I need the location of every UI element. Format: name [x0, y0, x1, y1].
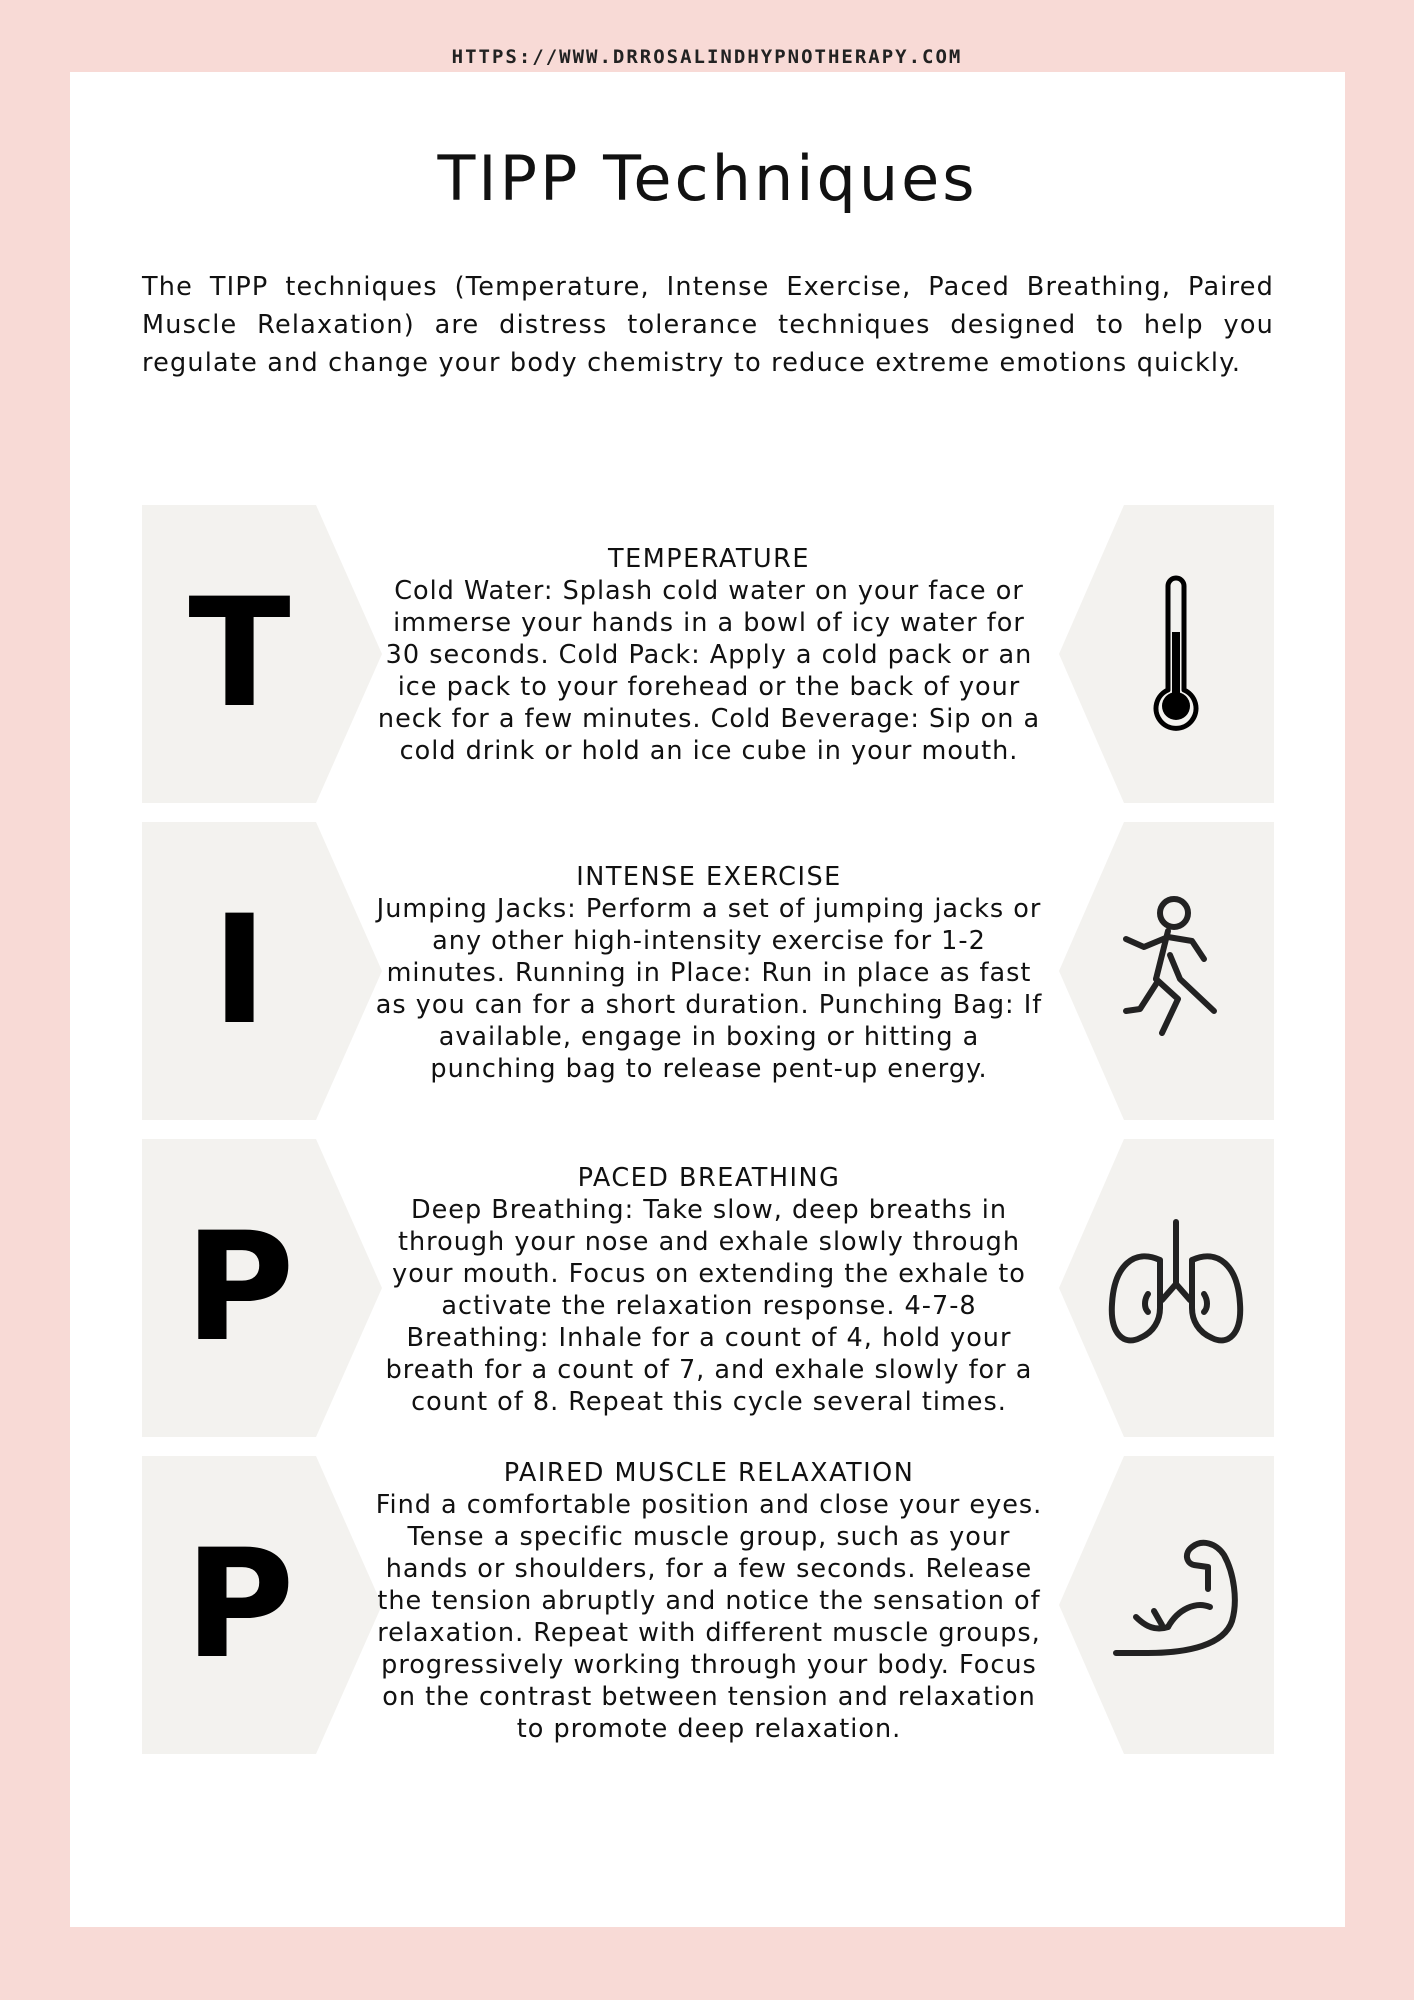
section-heading: PAIRED MUSCLE RELAXATION: [503, 1458, 915, 1488]
page-title: TIPP Techniques: [437, 142, 978, 215]
section-description: Jumping Jacks: Perform a set of jumping jacks or any other high-intensity exercise for 1-2 minutes. Running in Place: Run in place as fast as you can for a short duration. Punching Bag: If available, engage in boxing or hitting a punching bag to release pent-up energy.: [375, 894, 1043, 1084]
section-heading: PACED BREATHING: [577, 1163, 841, 1193]
worksheet-page: [70, 72, 1345, 1927]
section-letter: I: [211, 884, 268, 1058]
section-heading: TEMPERATURE: [608, 544, 810, 574]
section-letter: P: [184, 1518, 295, 1692]
section-letter: P: [184, 1201, 295, 1375]
running-person-icon: [1096, 891, 1256, 1051]
section-letter: T: [188, 567, 291, 741]
section-description: Cold Water: Splash cold water on your face or immerse your hands in a bowl of icy water for 30 seconds. Cold Pack: Apply a cold pack or an ice pack to your forehead or the back of your neck for a few minutes. Cold Beverage: Sip on a cold drink or hold an ice cube in your mouth.: [377, 576, 1041, 766]
section-intense-exercise: [142, 822, 1274, 1120]
thermometer-icon: [1096, 574, 1256, 734]
section-text-block: [374, 543, 1044, 767]
section-text-block: [374, 861, 1044, 1085]
section-paired-muscle-relaxation: [142, 1456, 1274, 1754]
flexed-arm-icon: [1096, 1525, 1256, 1685]
section-temperature: [142, 505, 1274, 803]
intro-paragraph: The TIPP techniques (Temperature, Intense Exercise, Paced Breathing, Paired Muscle Relaxation) are distress tolerance techniques designed to help you regulate and change your body chemistry to reduce extreme emotions quickly.: [142, 272, 1274, 378]
lungs-icon: [1096, 1208, 1256, 1368]
section-text-block: [374, 1162, 1044, 1418]
section-text-block: [374, 1457, 1044, 1745]
website-url: HTTPS://WWW.DRROSALINDHYPNOTHERAPY.COM: [451, 46, 963, 68]
section-heading: INTENSE EXERCISE: [576, 862, 842, 892]
section-paced-breathing: [142, 1139, 1274, 1437]
section-description: Deep Breathing: Take slow, deep breaths in through your nose and exhale slowly through your mouth. Focus on extending the exhale to activate the relaxation response. 4-7-8 Breathing: Inhale for a count of 4, hold your breath for a count of 7, and exhale slowly for a count of 8. Repeat this cycle several times.: [385, 1195, 1033, 1417]
section-description: Find a comfortable position and close your eyes. Tense a specific muscle group, such as your hands or shoulders, for a few seconds. Release the tension abruptly and notice the sensation of relaxation. Repeat with different muscle groups, progressively working through your body. Focus on the contrast between tension and relaxation to promote deep relaxation.: [375, 1490, 1043, 1744]
